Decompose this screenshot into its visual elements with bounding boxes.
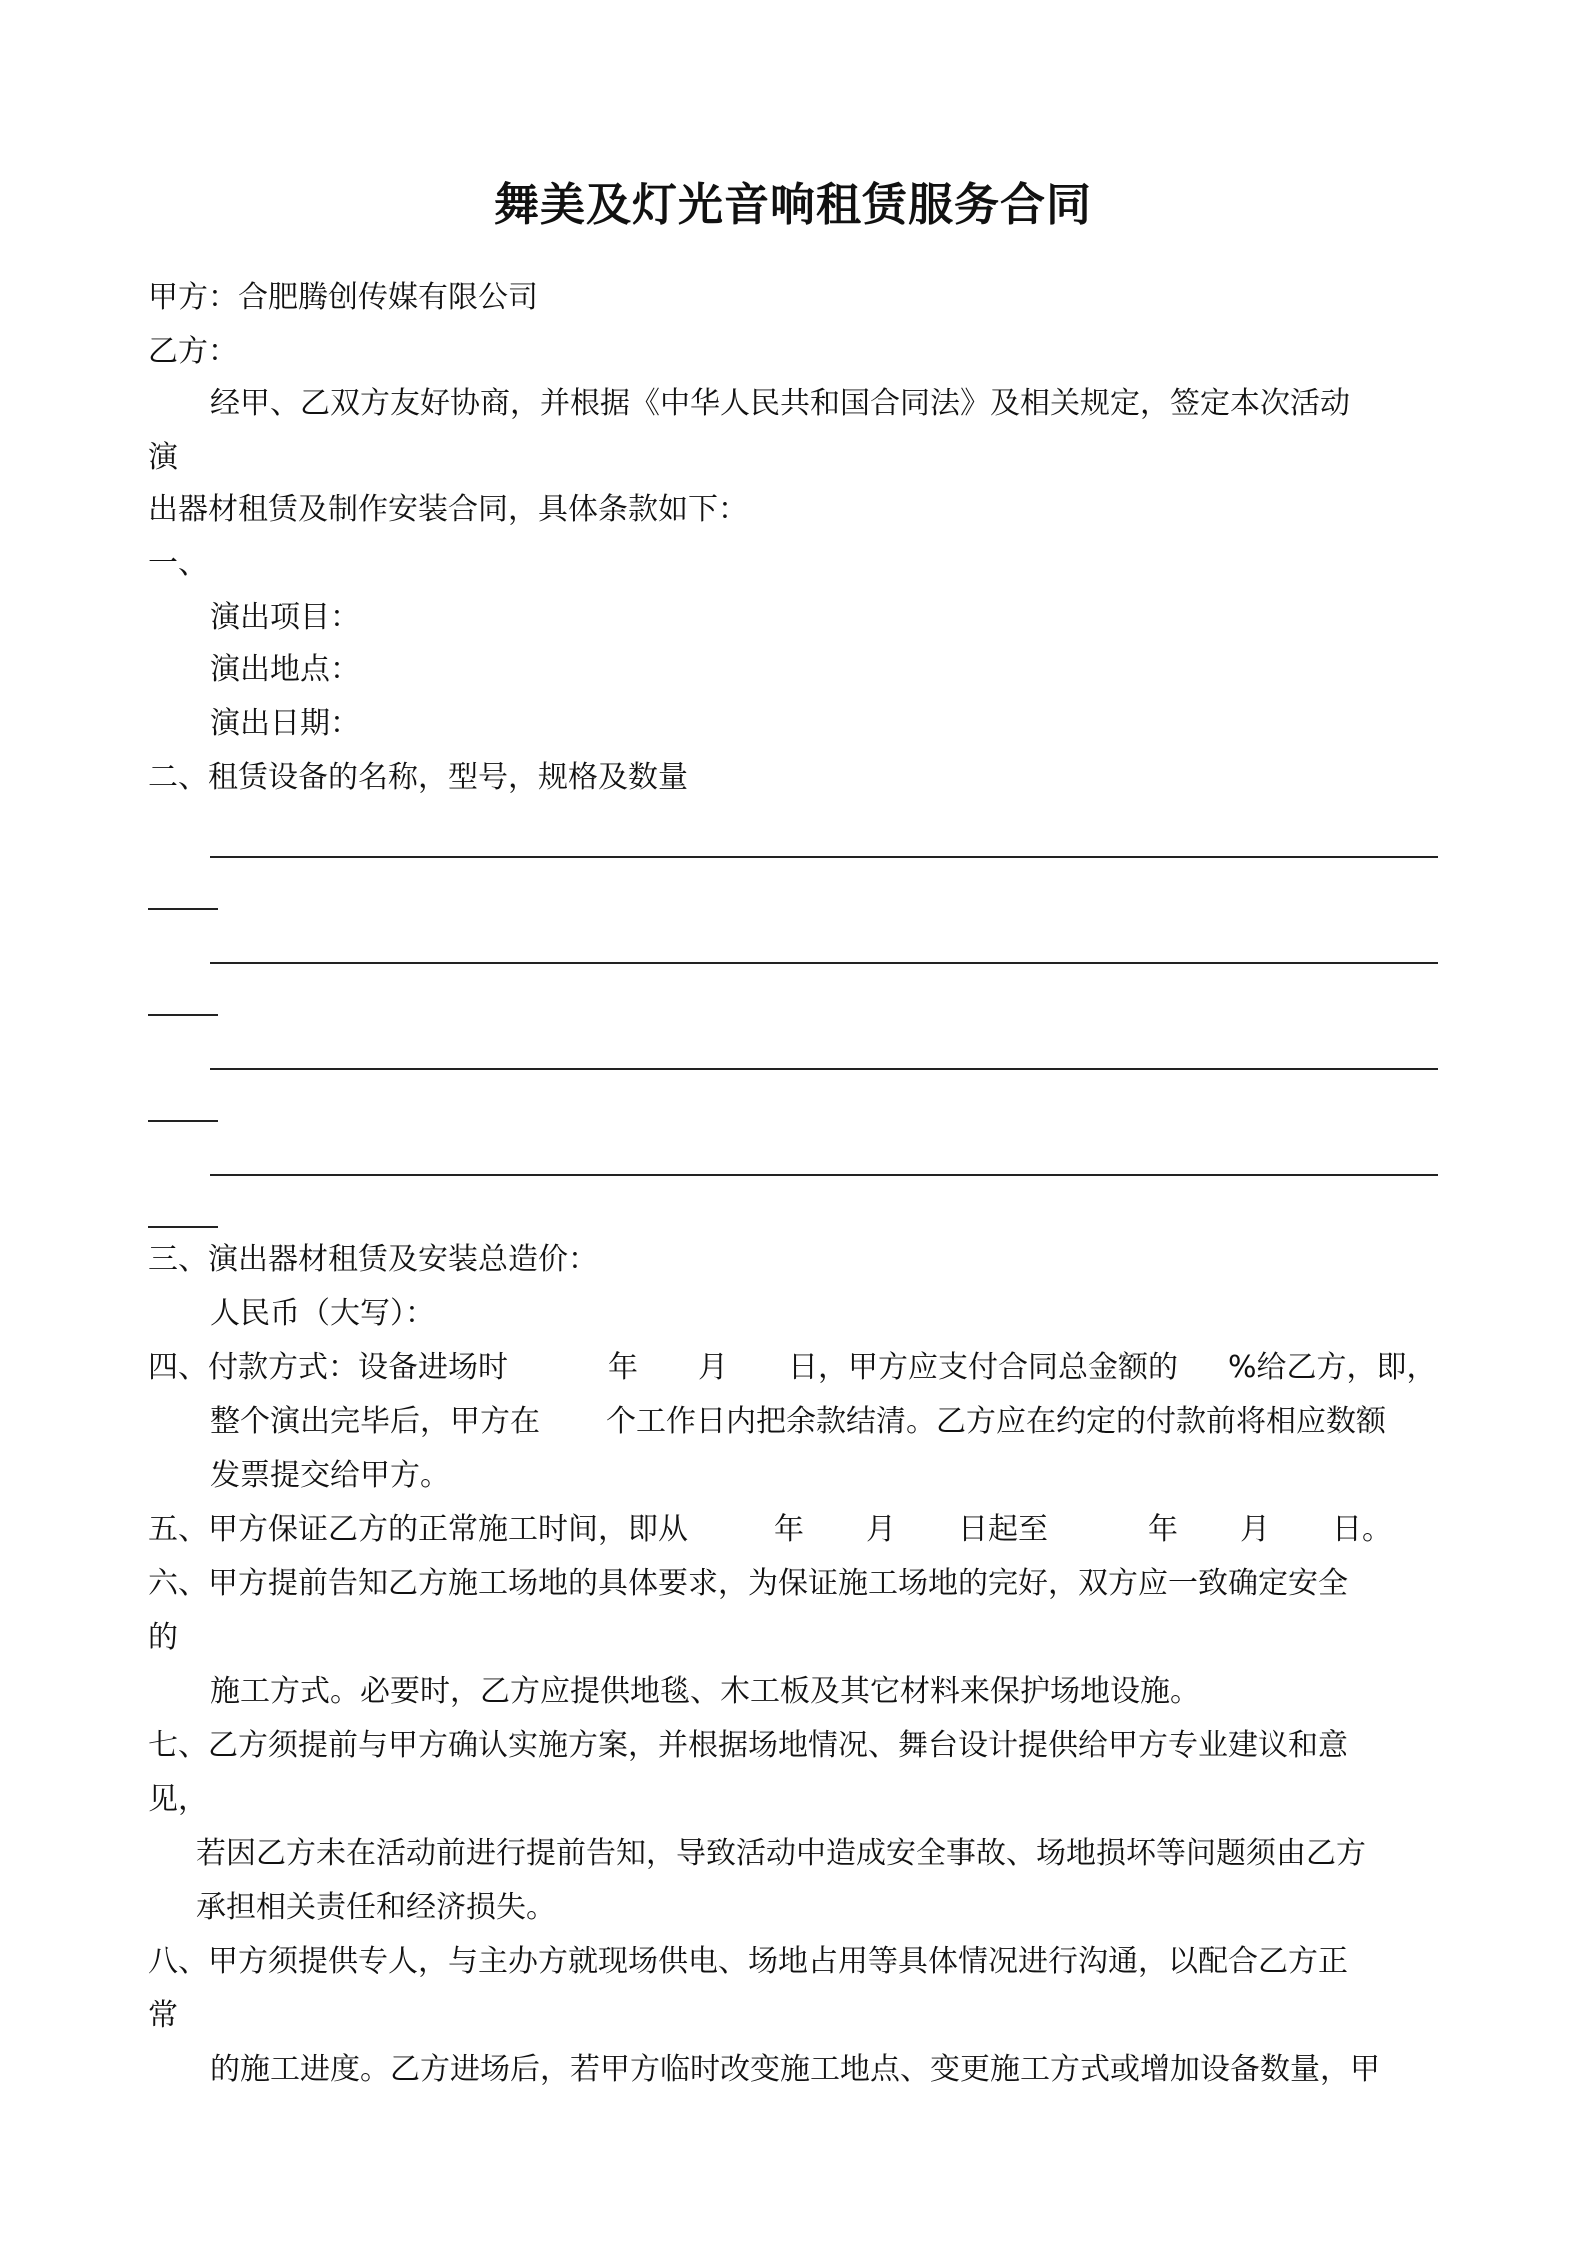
section-8-line-1: 八、甲方须提供专人，与主办方就现场供电、场地占用等具体情况进行沟通，以配合乙方正	[148, 1944, 1348, 1979]
section-6-line-2: 的	[148, 1620, 178, 1655]
section-1-item-location: 演出地点：	[210, 652, 360, 687]
sec5-year: 年	[774, 1512, 804, 1547]
sec4-text: 个工作日内把余款结清。乙方应在约定的付款前将相应数额	[606, 1404, 1386, 1439]
section-4-line-3: 发票提交给甲方。	[210, 1458, 450, 1493]
sec4-text: 整个演出完毕后，甲方在	[210, 1404, 540, 1439]
fill-line	[210, 1174, 1438, 1176]
sec5-month: 月	[1240, 1512, 1270, 1547]
section-7-line-4: 承担相关责任和经济损失。	[196, 1890, 556, 1925]
sec4-text: 日，甲方应支付合同总金额的	[788, 1350, 1178, 1385]
document-title: 舞美及灯光音响租赁服务合同	[493, 178, 1092, 231]
sec5-year: 年	[1148, 1512, 1178, 1547]
section-7-line-3: 若因乙方未在活动前进行提前告知，导致活动中造成安全事故、场地损坏等问题须由乙方	[196, 1836, 1366, 1871]
sec5-month: 月	[866, 1512, 896, 1547]
intro-line-3: 出器材租赁及制作安装合同，具体条款如下：	[148, 492, 748, 527]
section-7-line-1: 七、乙方须提前与甲方确认实施方案，并根据场地情况、舞台设计提供给甲方专业建议和意	[148, 1728, 1348, 1763]
sec4-text: 四、付款方式：设备进场时	[148, 1350, 508, 1385]
sec4-month: 月	[698, 1350, 728, 1385]
fill-line	[148, 1226, 218, 1228]
sec5-text: 日。	[1332, 1512, 1392, 1547]
section-3-heading: 三、演出器材租赁及安装总造价：	[148, 1242, 598, 1277]
intro-line-2: 演	[148, 440, 178, 475]
section-6-line-3: 施工方式。必要时，乙方应提供地毯、木工板及其它材料来保护场地设施。	[210, 1674, 1200, 1709]
section-6-line-1: 六、甲方提前告知乙方施工场地的具体要求，为保证施工场地的完好，双方应一致确定安全	[148, 1566, 1348, 1601]
section-7-line-2: 见，	[148, 1782, 208, 1817]
section-5	[148, 1510, 1392, 1550]
sec4-text: %给乙方，即，	[1228, 1350, 1437, 1385]
fill-line	[148, 1014, 218, 1016]
fill-line	[210, 856, 1438, 858]
section-8-line-3: 的施工进度。乙方进场后，若甲方临时改变施工地点、变更施工方式或增加设备数量，甲	[210, 2052, 1380, 2087]
section-1-item-date: 演出日期：	[210, 706, 360, 741]
sec5-text: 日起至	[958, 1512, 1048, 1547]
sec4-year: 年	[608, 1350, 638, 1385]
sec5-text: 五、甲方保证乙方的正常施工时间，即从	[148, 1512, 688, 1547]
section-4-line-1	[148, 1348, 1437, 1388]
fill-line	[148, 908, 218, 910]
intro-line-1: 经甲、乙双方友好协商，并根据《中华人民共和国合同法》及相关规定，签定本次活动	[210, 386, 1350, 421]
section-1-item-project: 演出项目：	[210, 600, 360, 635]
section-8-line-2: 常	[148, 1998, 178, 2033]
fill-line	[148, 1120, 218, 1122]
section-2-heading: 二、租赁设备的名称，型号，规格及数量	[148, 760, 688, 795]
section-1-heading: 一、	[148, 546, 208, 581]
fill-line	[210, 962, 1438, 964]
party-a: 甲方：合肥腾创传媒有限公司	[148, 280, 538, 315]
section-4-line-2	[210, 1402, 1386, 1442]
party-b: 乙方：	[148, 334, 238, 369]
section-3-item-amount: 人民币（大写）：	[210, 1296, 435, 1331]
fill-line	[210, 1068, 1438, 1070]
